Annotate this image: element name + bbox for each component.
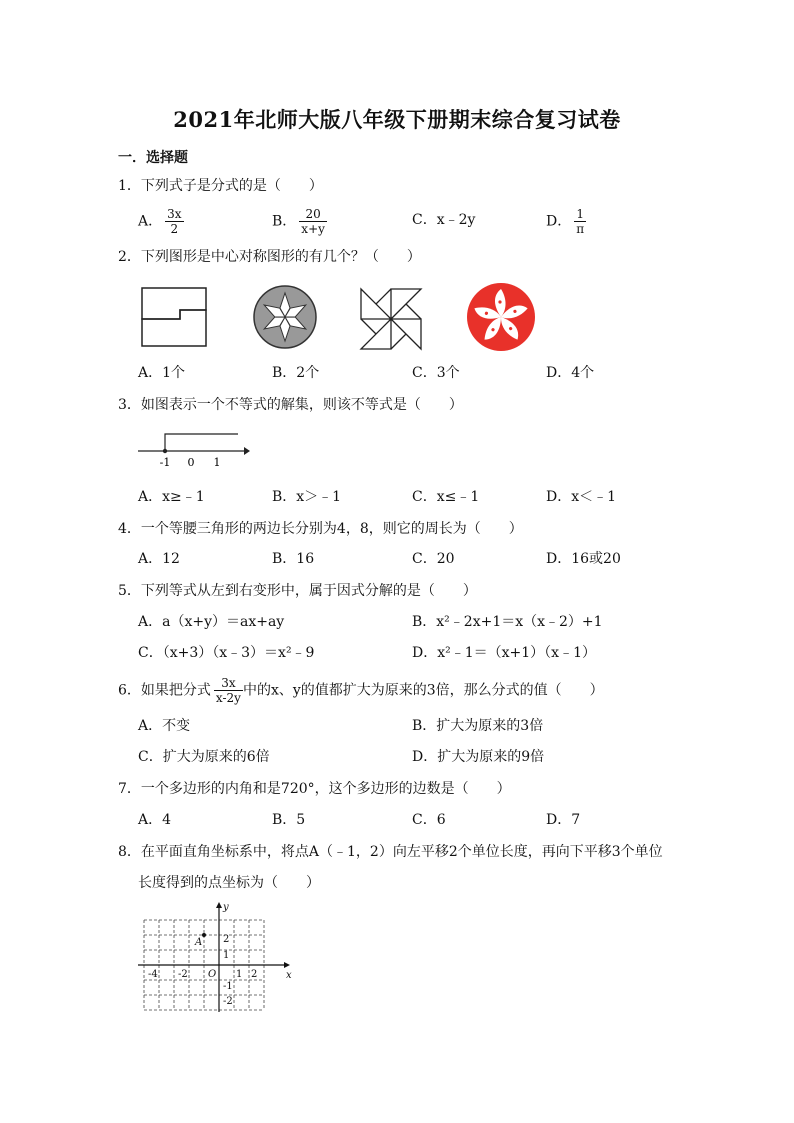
q6-option-a[interactable]: A．不变	[138, 718, 191, 734]
fraction: $\frac{3x}{x-2y}$	[215, 676, 241, 705]
q3-option-d[interactable]: D．x＜﹣1	[546, 489, 617, 505]
q6-option-c[interactable]: C．扩大为原来的6倍	[138, 749, 270, 765]
coordinate-grid-figure	[138, 900, 298, 1018]
q2-option-c[interactable]: C．3个	[412, 365, 460, 381]
q2-option-b[interactable]: B．2个	[272, 365, 320, 381]
y-tick-label: -1	[223, 981, 233, 992]
fraction: $\frac{1}{\pi}$	[576, 207, 585, 236]
figure-1-zigzag-rectangles	[140, 286, 210, 350]
page-title: 2021年北师大版八年级下册期末综合复习试卷	[173, 107, 621, 132]
question-2-stem: 2．下列图形是中心对称图形的有几个？（ ）	[118, 249, 421, 265]
q6-option-b[interactable]: B．扩大为原来的3倍	[412, 718, 544, 734]
q5-option-b[interactable]: B．x²﹣2x+1＝x（x﹣2）+1	[412, 614, 603, 630]
q1-option-a[interactable]: A． $\frac{3x}{2}$	[138, 207, 182, 236]
question-3-stem: 3．如图表示一个不等式的解集，则该不等式是（ ）	[118, 397, 463, 413]
origin-label: O	[208, 969, 217, 980]
tick-label: 1	[213, 456, 221, 469]
q1-option-c[interactable]: C．x﹣2y	[412, 212, 476, 228]
y-tick-label: -2	[223, 996, 233, 1007]
q2-option-d[interactable]: D．4个	[546, 365, 595, 381]
question-1-stem: 1．下列式子是分式的是（ ）	[118, 178, 323, 194]
q4-option-b[interactable]: B．16	[272, 551, 315, 567]
q5-option-d[interactable]: D．x²﹣1＝（x+1）（x﹣1）	[412, 645, 596, 661]
q7-option-b[interactable]: B．5	[272, 812, 306, 828]
q7-option-d[interactable]: D．7	[546, 812, 581, 828]
q5-option-c[interactable]: C．（x+3）（x﹣3）＝x²﹣9	[138, 645, 315, 661]
q4-option-a[interactable]: A．12	[138, 551, 180, 567]
q7-option-c[interactable]: C．6	[412, 812, 446, 828]
x-tick-label: -2	[178, 969, 188, 980]
q7-option-a[interactable]: A．4	[138, 812, 172, 828]
q3-option-c[interactable]: C．x≤﹣1	[412, 489, 480, 505]
question-4-stem: 4．一个等腰三角形的两边长分别为4，8，则它的周长为（ ）	[118, 521, 523, 537]
question-5-stem: 5．下列等式从左到右变形中，属于因式分解的是（ ）	[118, 583, 477, 599]
figure-2-star-circle	[252, 284, 318, 350]
q4-option-c[interactable]: C．20	[412, 551, 455, 567]
q2-option-a[interactable]: A．1个	[138, 365, 186, 381]
x-tick-label: 2	[251, 969, 258, 980]
x-tick-label: 1	[236, 969, 243, 980]
question-7-stem: 7．一个多边形的内角和是720°，这个多边形的边数是（ ）	[118, 781, 511, 797]
q1-option-b[interactable]: B． $\frac{20}{x+y}$	[272, 207, 325, 236]
question-6-stem: 6．如果把分式 $\frac{3x}{x-2y}$ 中的x、y的值都扩大为原来的3倍，那么分式的值（ ）	[118, 676, 604, 705]
q4-option-d[interactable]: D．16或20	[546, 551, 621, 567]
tick-label: 0	[187, 456, 195, 469]
section-heading: 一．选择题	[118, 150, 188, 166]
q6-option-d[interactable]: D．扩大为原来的9倍	[412, 749, 545, 765]
x-axis-label: x	[286, 970, 292, 981]
fraction: $\frac{20}{x+y}$	[301, 207, 325, 236]
q3-option-a[interactable]: A．x≥﹣1	[138, 489, 205, 505]
tick-label: -1	[159, 456, 171, 469]
y-tick-label: 2	[223, 934, 230, 945]
q5-option-a[interactable]: A．a（x+y）＝ax+ay	[138, 614, 285, 630]
figure-4-bauhinia-flag-icon	[466, 282, 536, 352]
fraction: $\frac{3x}{2}$	[167, 207, 182, 236]
point-a-label: A	[195, 937, 203, 948]
figure-3-pinwheel	[358, 286, 424, 352]
x-tick-label: -4	[148, 969, 158, 980]
number-line-figure	[138, 428, 253, 472]
q3-option-b[interactable]: B．x＞﹣1	[272, 489, 342, 505]
y-tick-label: 1	[223, 950, 230, 961]
y-axis-label: y	[223, 902, 229, 913]
q1-option-d[interactable]: D． $\frac{1}{\pi}$	[546, 207, 585, 236]
question-8-stem-line2: 长度得到的点坐标为（ ）	[138, 875, 320, 891]
question-8-stem-line1: 8．在平面直角坐标系中，将点A（﹣1，2）向左平移2个单位长度，再向下平移3个单位	[118, 844, 663, 860]
